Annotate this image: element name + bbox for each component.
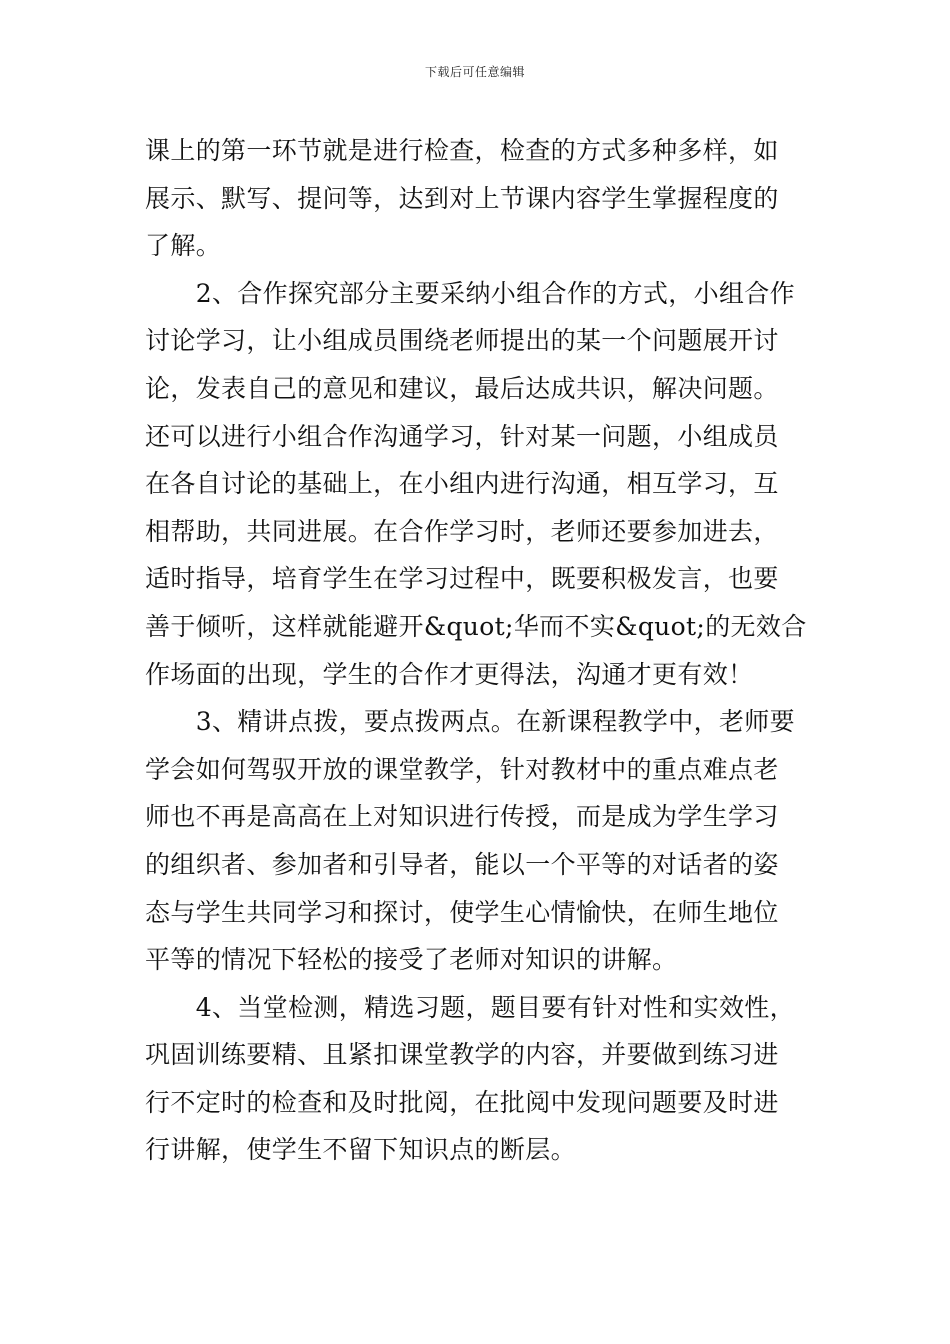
text-line: 4、当堂检测，精选习题，题目要有针对性和实效性， <box>145 992 796 1022</box>
text-line: 讨论学习，让小组成员围绕老师提出的某一个问题展开讨 <box>145 326 779 356</box>
text-line: 适时指导，培育学生在学习过程中，既要积极发言，也要 <box>145 564 779 594</box>
text-line: 在各自讨论的基础上，在小组内进行沟通，相互学习，互 <box>145 469 779 499</box>
text-line: 展示、默写、提问等，达到对上节课内容学生掌握程度的 <box>145 183 779 213</box>
text-line: 平等的情况下轻松的接受了老师对知识的讲解。 <box>145 945 678 975</box>
paragraph <box>145 127 810 270</box>
text-line: 巩固训练要精、且紧扣课堂教学的内容，并要做到练习进 <box>145 1040 779 1070</box>
text-line: 相帮助，共同进展。在合作学习时，老师还要参加进去， <box>145 516 779 546</box>
text-line: 善于倾听，这样就能避开&quot;华而不实&quot;的无效合 <box>145 611 807 641</box>
text-line: 作场面的出现，学生的合作才更得法，沟通才更有效！ <box>145 659 754 689</box>
document-body <box>145 127 810 1174</box>
text-line: 行不定时的检查和及时批阅，在批阅中发现问题要及时进 <box>145 1087 779 1117</box>
paragraph <box>145 270 810 698</box>
text-line: 还可以进行小组合作沟通学习，针对某一问题，小组成员 <box>145 421 779 451</box>
text-line: 课上的第一环节就是进行检查，检查的方式多种多样，如 <box>145 136 779 165</box>
text-line: 行讲解，使学生不留下知识点的断层。 <box>145 1135 576 1165</box>
paragraph <box>145 698 810 984</box>
text-line: 3、精讲点拨，要点拨两点。在新课程教学中，老师要 <box>145 707 796 737</box>
text-line: 2、合作探究部分主要采纳小组合作的方式，小组合作 <box>145 278 796 308</box>
page-header: 下载后可任意编辑 <box>424 65 525 79</box>
text-line: 师也不再是高高在上对知识进行传授，而是成为学生学习 <box>145 802 779 832</box>
text-line: 了解。 <box>145 231 222 261</box>
text-line: 论，发表自己的意见和建议，最后达成共识，解决问题。 <box>145 373 779 403</box>
text-line: 学会如何驾驭开放的课堂教学，针对教材中的重点难点老 <box>145 754 779 784</box>
text-line: 的组织者、参加者和引导者，能以一个平等的对话者的姿 <box>145 849 779 879</box>
text-line: 态与学生共同学习和探讨，使学生心情愉快，在师生地位 <box>145 897 779 927</box>
paragraph <box>145 984 810 1174</box>
